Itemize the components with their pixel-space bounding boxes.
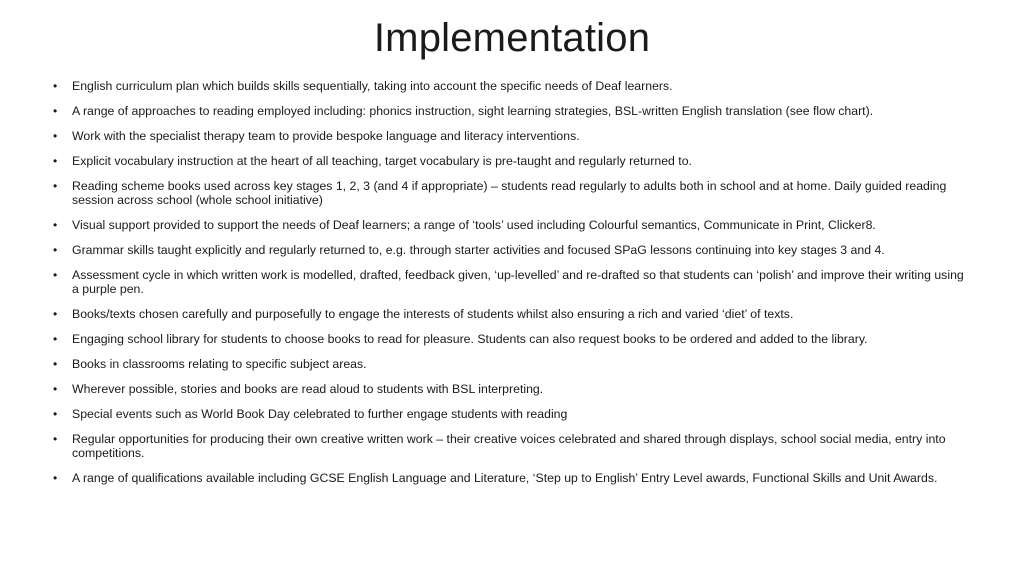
bullet-item — [52, 357, 964, 372]
slide-title: Implementation — [373, 16, 651, 60]
bullet-dot-icon: • — [53, 267, 58, 282]
bullet-item — [52, 268, 964, 297]
bullet-dot-icon: • — [53, 103, 58, 118]
bullet-item — [52, 104, 964, 119]
bullet-item — [52, 432, 964, 461]
bullet-text: Books in classrooms relating to specific subject areas. — [72, 357, 367, 372]
bullet-dot-icon: • — [53, 153, 58, 168]
bullet-text: Grammar skills taught explicitly and regularly returned to, e.g. through starter activities and focused SPaG lessons continuing into key stages 3 and 4. — [72, 242, 885, 257]
bullet-dot-icon: • — [53, 357, 58, 372]
bullet-list — [52, 79, 964, 496]
bullet-text: Wherever possible, stories and books are read aloud to students with BSL interpreting. — [72, 381, 544, 396]
bullet-dot-icon: • — [53, 332, 58, 347]
bullet-dot-icon: • — [53, 381, 58, 396]
bullet-dot-icon: • — [53, 218, 58, 233]
bullet-text: Books/texts chosen carefully and purposefully to engage the interests of students whilst also ensuring a rich and varied ‘diet’ of texts. — [72, 307, 794, 322]
bullet-dot-icon: • — [53, 128, 58, 143]
bullet-item — [52, 382, 964, 397]
bullet-item — [52, 179, 964, 208]
bullet-text: Visual support provided to support the needs of Deaf learners; a range of ‘tools’ used including Colourful semantics, Communicate in Print, Clicker8. — [72, 218, 876, 233]
bullet-text: Regular opportunities for producing their own creative written work – their creative voices celebrated and shared through displays, school social media, entry into competitions. — [72, 431, 946, 461]
bullet-text: Assessment cycle in which written work is modelled, drafted, feedback given, ‘up-levelled’ and re-drafted so that students can ‘polish’ and improve their writing using a purple pen. — [72, 267, 964, 297]
bullet-item — [52, 243, 964, 258]
bullet-text: Reading scheme books used across key stages 1, 2, 3 (and 4 if appropriate) – students read regularly to adults both in school and at home. Daily guided reading session across school (whole school initiative) — [72, 178, 947, 208]
bullet-item — [52, 332, 964, 347]
bullet-item — [52, 307, 964, 322]
bullet-dot-icon: • — [53, 178, 58, 193]
bullet-text: A range of approaches to reading employed including: phonics instruction, sight learning strategies, BSL-written English translation (see flow chart). — [72, 103, 874, 118]
bullet-dot-icon: • — [53, 406, 58, 421]
bullet-item — [52, 407, 964, 422]
bullet-dot-icon: • — [53, 431, 58, 446]
bullet-text: A range of qualifications available including GCSE English Language and Literature, ‘Step up to English’ Entry Level awards, Functional Skills and Unit Awards. — [72, 471, 938, 486]
bullet-item — [52, 79, 964, 94]
bullet-dot-icon: • — [53, 471, 58, 486]
bullet-item — [52, 471, 964, 486]
bullet-text: Explicit vocabulary instruction at the heart of all teaching, target vocabulary is pre-taught and regularly returned to. — [72, 153, 692, 168]
bullet-dot-icon: • — [53, 242, 58, 257]
bullet-text: Special events such as World Book Day celebrated to further engage students with reading — [72, 406, 568, 421]
bullet-item — [52, 129, 964, 144]
bullet-text: English curriculum plan which builds skills sequentially, taking into account the specific needs of Deaf learners. — [72, 79, 673, 93]
bullet-item — [52, 218, 964, 233]
bullet-dot-icon: • — [53, 307, 58, 322]
bullet-item — [52, 154, 964, 169]
bullet-text: Engaging school library for students to choose books to read for pleasure. Students can also request books to be ordered and added to the library. — [72, 332, 868, 347]
bullet-dot-icon: • — [53, 79, 58, 93]
bullet-text: Work with the specialist therapy team to provide bespoke language and literacy interventions. — [72, 128, 580, 143]
